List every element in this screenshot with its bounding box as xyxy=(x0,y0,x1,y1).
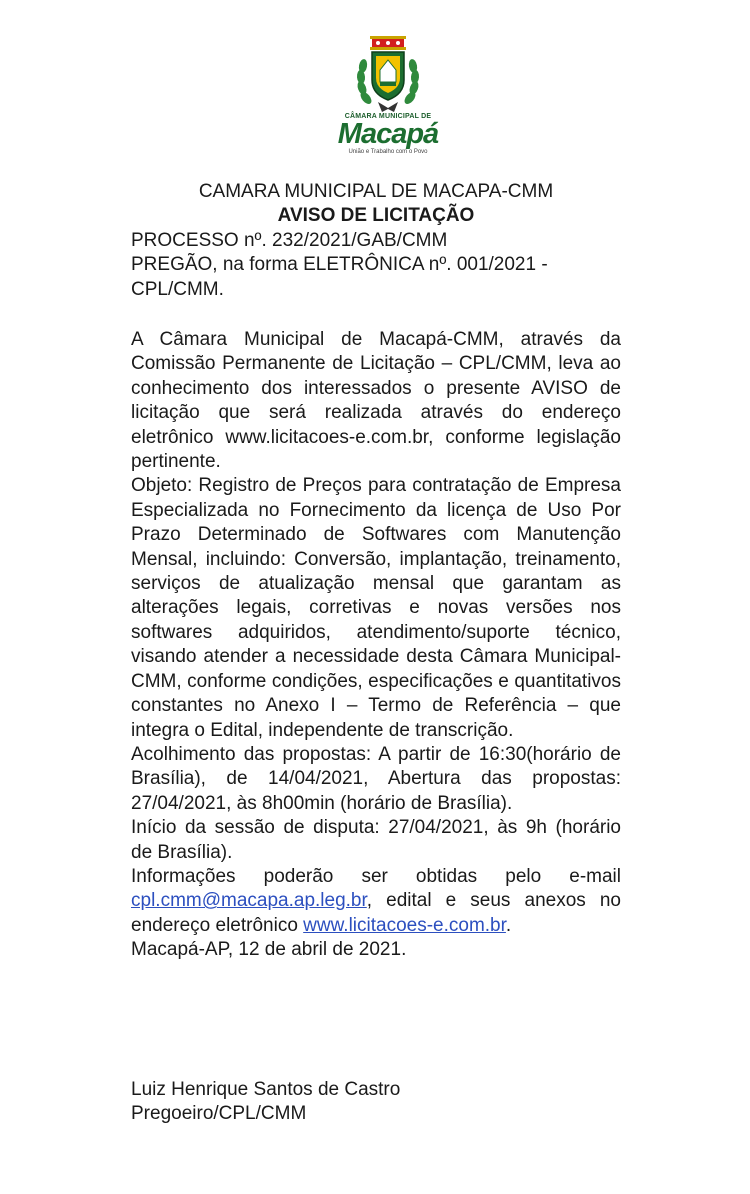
logo-title: CÂMARA MUNICIPAL DE xyxy=(344,113,432,120)
signature-block xyxy=(131,1078,621,1127)
inicio-paragraph: Início da sessão de disputa: 27/04/2021, às 9h (horário de Brasília). xyxy=(131,817,621,863)
signer-role: Pregoeiro/CPL/CMM xyxy=(131,1103,307,1125)
notice-body xyxy=(131,328,621,963)
site-link[interactable]: www.licitacoes-e.com.br xyxy=(303,914,506,936)
camara-logo xyxy=(318,30,458,160)
info-suffix: . xyxy=(505,914,512,936)
info-paragraph xyxy=(131,865,621,938)
notice-header xyxy=(131,180,621,302)
camara-crest-icon xyxy=(318,30,458,114)
email-link[interactable]: cpl.cmm@macapa.ap.leg.br xyxy=(131,890,367,912)
pregao-line-2: CPL/CMM. xyxy=(131,278,224,300)
date-place: Macapá-AP, 12 de abril de 2021. xyxy=(131,939,407,961)
notice-title: AVISO DE LICITAÇÃO xyxy=(277,205,475,227)
info-prefix: Informações poderão ser obtidas pelo e-mail xyxy=(131,865,621,887)
objeto-paragraph: Objeto: Registro de Preços para contratação de Empresa Especializada no Fornecimento da licença de Uso Por Prazo Determinado de Softwares com Manutenção Mensal, incluindo: Conversão, implantação, treinamento, serviços de atualização mensal que garantam as alterações legais, corretivas e novas versões nos softwares adquiridos, atendimento/suporte técnico, visando atender a necessidade desta Câmara Municipal-CMM, conforme condições, especificações e quantitativos constantes no Anexo I – Termo de Referência – que integra o Edital, independente de transcrição. xyxy=(131,475,621,741)
logo-name: Macapá xyxy=(337,118,439,150)
acolhimento-paragraph: Acolhimento das propostas: A partir de 16:30(horário de Brasília), de 14/04/2021, Abertura das propostas: 27/04/2021, às 8h00min (horário de Brasília). xyxy=(131,743,621,814)
org-name: CAMARA MUNICIPAL DE MACAPA-CMM xyxy=(198,181,554,202)
info-middle: , edital e seus anexos no endereço eletrônico xyxy=(131,890,621,936)
logo-tagline: União e Trabalho com o Povo xyxy=(348,149,428,155)
main-paragraph: A Câmara Municipal de Macapá-CMM, através da Comissão Permanente de Licitação – CPL/CMM, leva ao conhecimento dos interessados o presente AVISO de licitação que será realizada através do endereço eletrônico www.licitacoes-e.com.br, conforme legislação pertinente. xyxy=(131,329,621,473)
processo-number: PROCESSO nº. 232/2021/GAB/CMM xyxy=(131,229,448,251)
signer-name: Luiz Henrique Santos de Castro xyxy=(131,1079,401,1100)
pregao-line-1: PREGÃO, na forma ELETRÔNICA nº. 001/2021 - xyxy=(131,254,548,276)
